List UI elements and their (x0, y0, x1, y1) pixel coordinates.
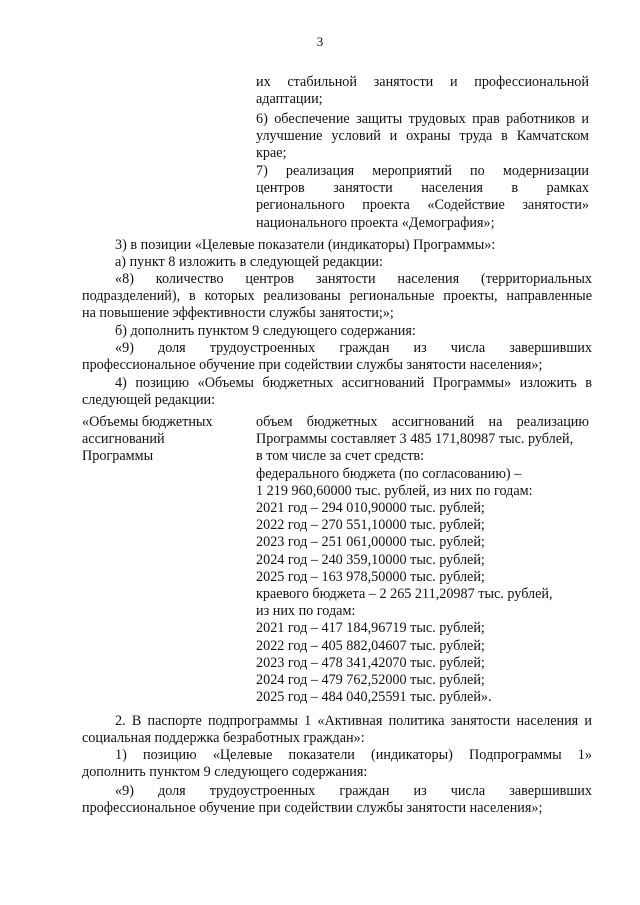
text-line: 4) позицию «Объемы бюджетных ассигнований Программы» изложить в (115, 375, 592, 391)
text-line: 7) реализация мероприятий по модернизации (256, 163, 589, 179)
text-line: краевого бюджета – 2 265 211,20987 тыс. рублей, (256, 586, 553, 603)
text-line: «Объемы бюджетных (82, 414, 213, 430)
text-line: 2021 год – 417 184,96719 тыс. рублей; (256, 620, 485, 637)
text-line: Программы (82, 448, 154, 465)
text-line: «9) доля трудоустроенных граждан из числа завершивших (115, 340, 592, 356)
text-line: 1 219 960,60000 тыс. рублей, из них по годам: (256, 482, 533, 499)
budget-value (256, 414, 589, 706)
text-line: 2021 год – 294 010,90000 тыс. рублей; (256, 500, 485, 517)
text-line: адаптации; (256, 91, 323, 108)
paragraph-3a: а) пункт 8 изложить в следующей редакции: (115, 254, 383, 270)
text-line: в том числе за счет средств: (256, 448, 425, 465)
text-line: 2024 год – 240 359,10000 тыс. рублей; (256, 551, 485, 568)
text-line: регионального проекта «Содействие занятости» (256, 197, 589, 214)
text-line: 2024 год – 479 762,52000 тыс. рублей; (256, 672, 485, 689)
text-line: 1) позицию «Целевые показатели (индикаторы) Подпрограммы 1» (115, 747, 592, 763)
text-line: крае; (256, 145, 287, 162)
budget-label (82, 414, 242, 466)
text-line: улучшение условий и охраны труда в Камчатском (256, 128, 589, 145)
text-line: профессиональное обучение при содействии службы занятости населения»; (82, 800, 543, 816)
text-line: подразделений), в которых реализованы региональные проекты, направленные (82, 288, 592, 304)
paragraph-3b: б) дополнить пунктом 9 следующего содержания: (115, 323, 416, 339)
text-line: Программы составляет 3 485 171,80987 тыс. рублей, (256, 431, 574, 448)
text-line: 2022 год – 270 551,10000 тыс. рублей; (256, 517, 485, 534)
text-line: из них по годам: (256, 603, 356, 620)
page-number: 3 (316, 34, 324, 49)
text-line: 2023 год – 251 061,00000 тыс. рублей; (256, 534, 485, 551)
text-line: 6) обеспечение защиты трудовых прав работников и (256, 111, 589, 127)
list-item (256, 111, 589, 163)
text-line: ассигнований (82, 431, 165, 448)
list-item (256, 74, 589, 108)
text-line: федерального бюджета (по согласованию) – (256, 465, 522, 482)
text-line: социальная поддержка безработных граждан»: (82, 730, 365, 746)
text-line: «9) доля трудоустроенных граждан из числа завершивших (115, 783, 592, 799)
text-line: национального проекта «Демография»; (256, 214, 495, 231)
list-item (256, 163, 589, 232)
text-line: центров занятости населения в рамках (256, 180, 589, 197)
text-line: «8) количество центров занятости населения (территориальных (115, 271, 592, 287)
paragraph-3: 3) в позиции «Целевые показатели (индикаторы) Программы»: (115, 237, 496, 253)
text-line: 2023 год – 478 341,42070 тыс. рублей; (256, 654, 485, 671)
text-line: дополнить пунктом 9 следующего содержания: (82, 764, 368, 780)
text-line: 2. В паспорте подпрограммы 1 «Активная политика занятости населения и (115, 713, 592, 729)
text-line: 2025 год – 163 978,50000 тыс. рублей; (256, 568, 485, 585)
text-line: 2025 год – 484 040,25591 тыс. рублей». (256, 689, 492, 706)
text-line: 2022 год – 405 882,04607 тыс. рублей; (256, 637, 485, 654)
text-line: их стабильной занятости и профессиональной (256, 74, 589, 90)
text-line: следующей редакции: (82, 392, 216, 408)
text-line: профессиональное обучение при содействии службы занятости населения»; (82, 357, 543, 373)
text-line: на повышение эффективности службы занятости;»; (82, 305, 394, 321)
text-line: объем бюджетных ассигнований на реализацию (256, 414, 589, 430)
